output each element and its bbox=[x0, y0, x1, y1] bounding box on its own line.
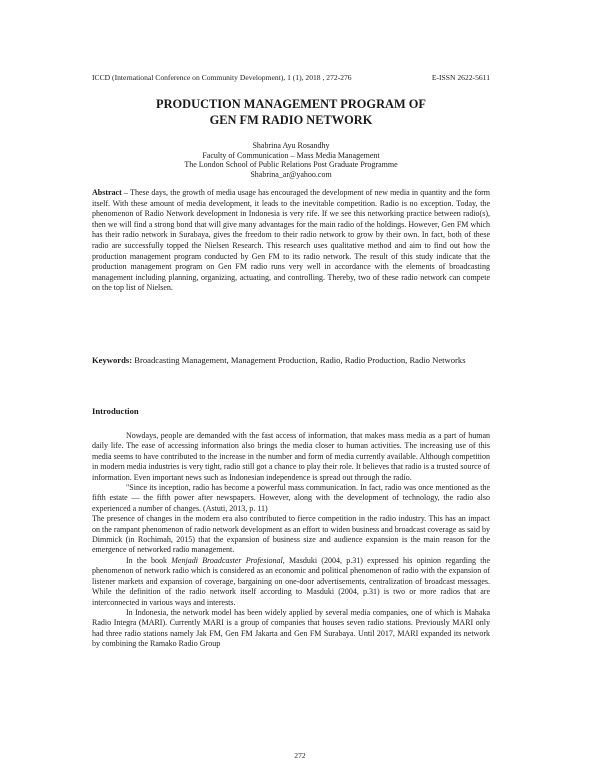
paragraph-4-start: In the book bbox=[126, 555, 172, 565]
journal-citation: ICCD (International Conference on Community Development), 1 (1), 2018 , 272-276 bbox=[92, 73, 352, 82]
title-line-2: GEN FM RADIO NETWORK bbox=[209, 112, 373, 127]
abstract bbox=[92, 188, 490, 294]
author-faculty: Faculty of Communication – Mass Media Management bbox=[202, 150, 380, 160]
page-number: 272 bbox=[294, 751, 306, 760]
keywords-text: Broadcasting Management, Management Production, Radio, Radio Production, Radio Networks bbox=[132, 355, 466, 365]
paragraph-3: The presence of changes in the modern era also contributed to fierce competition in the radio industry. This has an impact on the rampant phenomenon of radio network development as an effort to widen business and broadcast coverage as said by Dimmick (in Rochimah, 2015) that the expansion of business size and audience expansion is the main reason for the emergence of networked radio management. bbox=[92, 514, 490, 555]
author-block bbox=[92, 141, 490, 179]
title-line-1: PRODUCTION MANAGEMENT PROGRAM OF bbox=[156, 97, 426, 111]
book-title: Menjadi Broadcaster Profesional bbox=[171, 555, 283, 565]
paragraph-2: "Since its inception, radio has become a powerful mass communication. In fact, radio was once mentioned as the fifth estate — the fifth power after newspapers. However, along with the development of technology, the radio also experienced a number of changes. (Astuti, 2013, p. 11) bbox=[92, 483, 490, 513]
paragraph-4 bbox=[92, 556, 490, 608]
author-email: Shabrina_ar@yahoo.com bbox=[250, 169, 332, 179]
issn: E-ISSN 2622-5611 bbox=[431, 73, 490, 82]
keywords-label: Keywords: bbox=[92, 355, 133, 365]
paragraph-5: In Indonesia, the network model has been widely applied by several media companies, one of which is Mahaka Radio Integra (MARI). Currently MARI is a group of companies that houses seven radio stations. Previously MARI only had three radio stations namely Jak FM, Gen FM Jakarta and Gen FM Surabaya. Until 2017, MARI expanded its network by combining the Ramako Radio Group bbox=[92, 607, 490, 649]
author-name: Shabrina Ayu Rosandhy bbox=[252, 141, 330, 150]
running-header bbox=[92, 73, 490, 82]
abstract-text: – These days, the growth of media usage has encouraged the development of new media in quantity and the form itself. With these amount of media development, it leads to the inevitable competition. Radio is no exception. Today, the phenomenon of Radio Network development in Indonesia is very rife. If we see this networking practice between radio(s), then we will find a strong bond that will give many advantages for the main radio of the holdings. However, Gen FM which has their radio network in Surabaya, gives the freedom to their radio network to grow by their own. In fact, both of these radio are successfully topped the Nielsen Research. This research uses qualitative method and aim to find out how the production management program conducted by Gen FM to its radio network. The result of this study indicate that the production management program on Gen FM radio runs very well in accordance with the elements of broadcasting management including planning, organizing, actuating, and controlling. Thereby, two of these radio network can compete on the top list of Nielsen. bbox=[92, 188, 490, 293]
abstract-label: Abstract bbox=[92, 188, 122, 197]
keywords bbox=[92, 352, 490, 368]
introduction-body bbox=[92, 431, 490, 650]
section-heading-introduction: Introduction bbox=[92, 406, 139, 416]
paragraph-1: Nowdays, people are demanded with the fast access of information, that makes mass media as a part of human daily life. The ease of accessing information also brings the media closer to human activities. The increasing use of this media seems to have contributed to the increase in the number and form of media currently available. Although competition in modern media industries is very tight, radio still got a chance to play their role. It believes that radio is a trusted source of information. Even important news such as Indonesian independence is spread out through the radio. bbox=[92, 431, 490, 482]
paper-title bbox=[92, 97, 490, 128]
paragraph-4-end: , Masduki (2004, p.31) expressed his opinion regarding the phenomenon of network radio which is considered as an economic and political phenomenon of radio with the expansion of listener markets and expansion of coverage, bargaining on one-door advertisements, centralization of broadcast messages. While the definition of the radio network itself according to Masduki (2004, p.31) is two or more radios that are interconnected in various ways and interests. bbox=[92, 555, 491, 607]
author-school: The London School of Public Relations Post Graduate Programme bbox=[184, 160, 398, 170]
